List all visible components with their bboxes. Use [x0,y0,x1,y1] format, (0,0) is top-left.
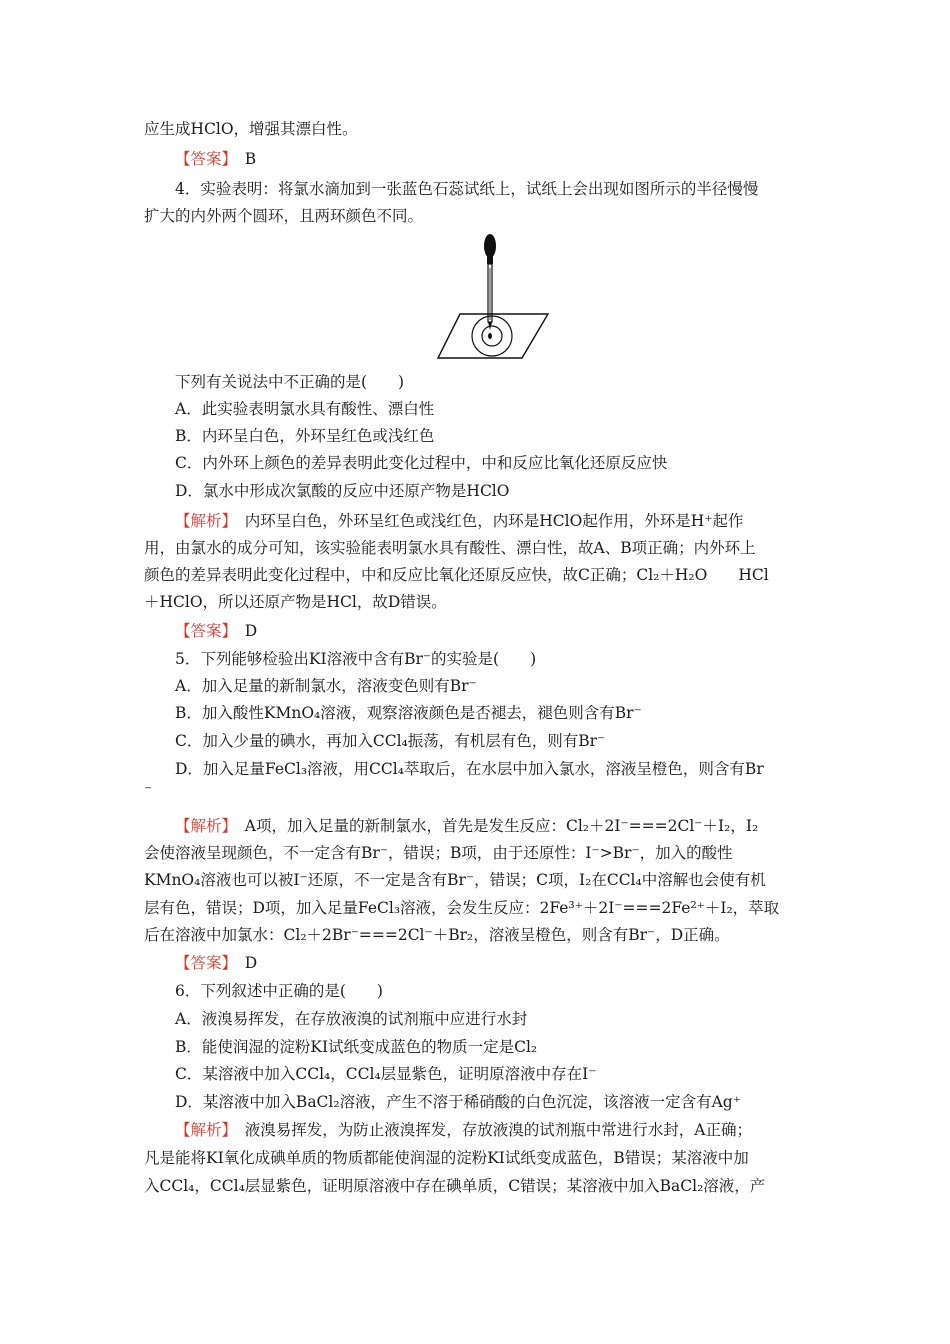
answer-tag: 【答案】 [175,954,230,972]
option-c: C．加入少量的碘水，再加入CCl₄振荡，有机层有色，则有Br⁻ [175,732,606,750]
explanation-line [0,1119,950,1141]
explanation-text: 液溴易挥发，为防止液溴挥发，存放液溴的试剂瓶中常进行水封，A正确； [229,1121,752,1139]
answer-line [0,148,950,170]
litmus-paper-figure [430,232,550,362]
text-line: 应生成HClO，增强其漂白性。 [144,120,358,138]
answer-tag: 【答案】 [175,622,230,640]
option-d: D．某溶液中加入BaCl₂溶液，产生不溶于稀硝酸的白色沉淀，该溶液一定含有Ag⁺ [175,1093,741,1111]
answer-value: D [229,954,258,972]
text-line: 凡是能将KI氧化成碘单质的物质都能使润湿的淀粉KI试纸变成蓝色，B错误；某溶液中加 [144,1149,749,1167]
explanation-tag: 【解析】 [175,512,230,530]
option-d-cont: ⁻ [144,782,153,800]
option-c: C．内外环上颜色的差异表明此变化过程中，中和反应比氧化还原反应快 [175,454,668,472]
text-line: 后在溶液中加氯水：Cl₂＋2Br⁻===2Cl⁻＋Br₂，溶液呈橙色，则含有Br⁻，D正确。 [144,926,730,944]
question-6-stem: 6．下列叙述中正确的是( ) [175,982,383,1000]
option-b: B．加入酸性KMnO₄溶液，观察溶液颜色是否褪去，褪色则含有Br⁻ [175,704,642,722]
explanation-line [0,815,950,837]
text-line: 会使溶液呈现颜色，不一定含有Br⁻，错误；B项，由于还原性：I⁻>Br⁻，加入的酸性 [144,844,733,862]
question-5-stem: 5．下列能够检验出KI溶液中含有Br⁻的实验是( ) [175,650,537,668]
explanation-line [0,510,950,532]
option-a: A．此实验表明氯水具有酸性、漂白性 [175,400,435,418]
option-c: C．某溶液中加入CCl₄，CCl₄层显紫色，证明原溶液中存在I⁻ [175,1065,597,1083]
explanation-tag: 【解析】 [175,1121,230,1139]
option-b: B．内环呈白色，外环呈红色或浅红色 [175,427,435,445]
text-line: 层有色，错误；D项，加入足量FeCl₃溶液，会发生反应：2Fe³⁺＋2I⁻===2Fe²⁺＋I₂，萃取 [144,899,780,917]
answer-value: D [229,622,258,640]
explanation-tag: 【解析】 [175,817,230,835]
answer-line [0,952,950,974]
explanation-text: A项，加入足量的新制氯水，首先是发生反应：Cl₂＋2I⁻===2Cl⁻＋I₂，I₂ [229,817,759,835]
answer-value: B [229,150,257,168]
text-line: ＋HClO，所以还原产物是HCl，故D错误。 [144,593,447,611]
answer-tag: 【答案】 [175,150,230,168]
text-line: KMnO₄溶液也可以被I⁻还原，不一定是含有Br⁻，错误；C项，I₂在CCl₄中溶解也会使有机 [144,871,766,889]
option-d: D．氯水中形成次氯酸的反应中还原产物是HClO [175,482,510,500]
option-a: A．液溴易挥发，在存放液溴的试剂瓶中应进行水封 [175,1010,528,1028]
text-line: 颜色的差异表明此变化过程中，中和反应比氧化还原反应快，故C正确；Cl₂＋H₂O HCl [144,566,769,584]
option-a: A．加入足量的新制氯水，溶液变色则有Br⁻ [175,677,477,695]
text-line: 入CCl₄，CCl₄层显紫色，证明原溶液中存在碘单质，C错误；某溶液中加入BaCl₂溶液，产 [144,1177,766,1195]
answer-line [0,620,950,642]
explanation-text: 内环呈白色，外环呈红色或浅红色，内环是HClO起作用，外环是H⁺起作 [229,512,744,530]
question-4-stem: 4．实验表明：将氯水滴加到一张蓝色石蕊试纸上，试纸上会出现如图所示的半径慢慢 [175,180,759,198]
question-4-prompt: 下列有关说法中不正确的是( ) [175,373,405,391]
text-line: 用，由氯水的成分可知，该实验能表明氯水具有酸性、漂白性，故A、B项正确；内外环上 [144,539,756,557]
question-4-stem-cont: 扩大的内外两个圆环，且两环颜色不同。 [144,207,424,225]
option-d: D．加入足量FeCl₃溶液，用CCl₄萃取后，在水层中加入氯水，溶液呈橙色，则含有Br [175,760,764,778]
option-b: B．能使润湿的淀粉KI试纸变成蓝色的物质一定是Cl₂ [175,1038,538,1056]
